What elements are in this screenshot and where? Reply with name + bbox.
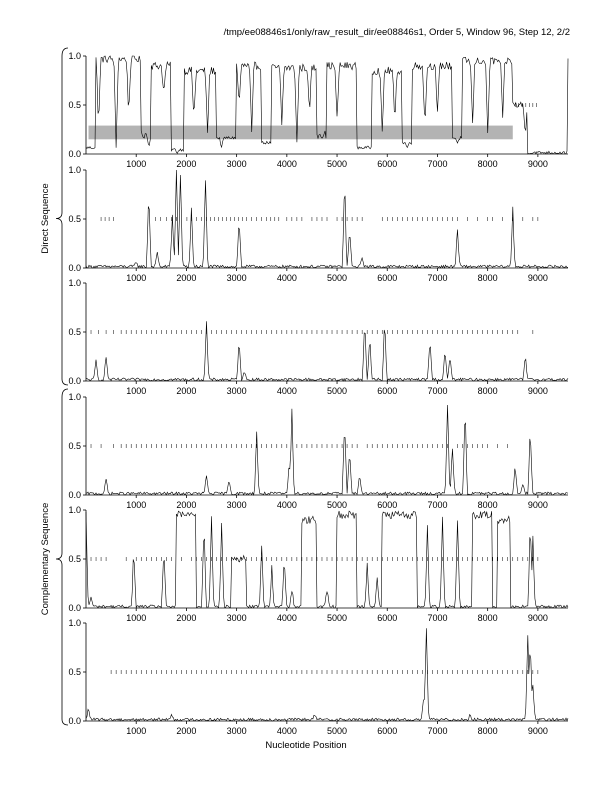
x-tick-label: 4000 xyxy=(276,726,297,736)
y-tick-label: 1.0 xyxy=(68,278,81,288)
y-tick-label: 0.5 xyxy=(68,214,81,224)
x-tick-label: 1000 xyxy=(126,613,147,623)
x-tick-label: 8000 xyxy=(477,273,498,283)
x-tick-label: 8000 xyxy=(477,613,498,623)
x-tick-label: 4000 xyxy=(276,500,297,510)
orf-markers xyxy=(91,330,533,334)
panel-1 xyxy=(68,51,568,169)
x-tick-label: 2000 xyxy=(176,726,197,736)
group-bracket-1 xyxy=(40,48,68,385)
x-tick-label: 6000 xyxy=(377,613,398,623)
x-tick-label: 4000 xyxy=(276,386,297,396)
x-tick-label: 6000 xyxy=(377,726,398,736)
group-brackets xyxy=(40,48,68,725)
y-tick-label: 0.5 xyxy=(68,667,81,677)
y-tick-label: 1.0 xyxy=(68,505,81,515)
y-tick-label: 0.0 xyxy=(68,149,81,159)
x-tick-label: 7000 xyxy=(427,386,448,396)
x-tick-label: 8000 xyxy=(477,500,498,510)
x-tick-label: 3000 xyxy=(226,500,247,510)
y-tick-label: 0.5 xyxy=(68,554,81,564)
series-line-4 xyxy=(86,405,568,495)
group-label: Direct Sequence xyxy=(40,183,51,254)
x-tick-label: 9000 xyxy=(527,273,548,283)
chart-panels xyxy=(68,51,568,736)
x-tick-label: 9000 xyxy=(527,613,548,623)
x-tick-label: 6000 xyxy=(377,159,398,169)
x-tick-label: 2000 xyxy=(176,386,197,396)
panel-4 xyxy=(68,392,568,510)
x-tick-label: 2000 xyxy=(176,273,197,283)
y-tick-label: 0.0 xyxy=(68,263,81,273)
orf-markers xyxy=(101,217,538,221)
x-tick-label: 8000 xyxy=(477,726,498,736)
x-tick-label: 9000 xyxy=(527,500,548,510)
bracket-shape xyxy=(56,389,68,725)
y-tick-label: 0.5 xyxy=(68,327,81,337)
x-tick-label: 7000 xyxy=(427,613,448,623)
x-axis-label: Nucleotide Position xyxy=(265,740,347,751)
x-tick-label: 5000 xyxy=(327,386,348,396)
y-tick-label: 1.0 xyxy=(68,618,81,628)
x-tick-label: 7000 xyxy=(427,159,448,169)
y-tick-label: 0.0 xyxy=(68,490,81,500)
x-tick-label: 2000 xyxy=(176,500,197,510)
group-bracket-2 xyxy=(40,389,68,725)
x-tick-label: 1000 xyxy=(126,726,147,736)
orf-markers xyxy=(91,557,538,561)
x-tick-label: 9000 xyxy=(527,726,548,736)
y-tick-label: 0.0 xyxy=(68,603,81,613)
panel-5 xyxy=(68,505,568,623)
y-tick-label: 1.0 xyxy=(68,165,81,175)
x-tick-label: 2000 xyxy=(176,159,197,169)
highlight-band xyxy=(89,126,513,140)
x-tick-label: 6000 xyxy=(377,386,398,396)
x-tick-label: 1000 xyxy=(126,386,147,396)
panel-3 xyxy=(68,278,568,396)
x-tick-label: 7000 xyxy=(427,726,448,736)
bracket-shape xyxy=(56,48,68,385)
series-line-6 xyxy=(86,628,568,721)
x-tick-label: 3000 xyxy=(226,386,247,396)
y-tick-label: 0.5 xyxy=(68,441,81,451)
x-tick-label: 7000 xyxy=(427,500,448,510)
y-tick-label: 1.0 xyxy=(68,392,81,402)
x-tick-label: 1000 xyxy=(126,159,147,169)
y-tick-label: 1.0 xyxy=(68,51,81,61)
orf-markers xyxy=(91,444,508,448)
x-tick-label: 8000 xyxy=(477,386,498,396)
x-tick-label: 1000 xyxy=(126,500,147,510)
y-tick-label: 0.5 xyxy=(68,100,81,110)
panel-2 xyxy=(68,165,568,283)
x-tick-label: 4000 xyxy=(276,273,297,283)
group-label: Complementary Sequence xyxy=(40,502,51,616)
x-tick-label: 5000 xyxy=(327,500,348,510)
x-tick-label: 3000 xyxy=(226,726,247,736)
y-tick-label: 0.0 xyxy=(68,376,81,386)
panel-6 xyxy=(68,618,568,736)
x-tick-label: 4000 xyxy=(276,159,297,169)
x-tick-label: 9000 xyxy=(527,159,548,169)
x-tick-label: 1000 xyxy=(126,273,147,283)
x-tick-label: 8000 xyxy=(477,159,498,169)
figure-title: /tmp/ee08846s1/only/raw_result_dir/ee08846s1, Order 5, Window 96, Step 12, 2/2 xyxy=(223,27,570,38)
x-tick-label: 4000 xyxy=(276,613,297,623)
x-tick-label: 5000 xyxy=(327,159,348,169)
x-tick-label: 2000 xyxy=(176,613,197,623)
x-tick-label: 3000 xyxy=(226,159,247,169)
x-tick-label: 7000 xyxy=(427,273,448,283)
x-tick-label: 3000 xyxy=(226,273,247,283)
x-tick-label: 6000 xyxy=(377,500,398,510)
x-tick-label: 5000 xyxy=(327,726,348,736)
orf-markers xyxy=(111,670,538,674)
y-tick-label: 0.0 xyxy=(68,716,81,726)
x-tick-label: 5000 xyxy=(327,273,348,283)
x-tick-label: 9000 xyxy=(527,386,548,396)
x-tick-label: 6000 xyxy=(377,273,398,283)
x-tick-label: 3000 xyxy=(226,613,247,623)
x-tick-label: 5000 xyxy=(327,613,348,623)
